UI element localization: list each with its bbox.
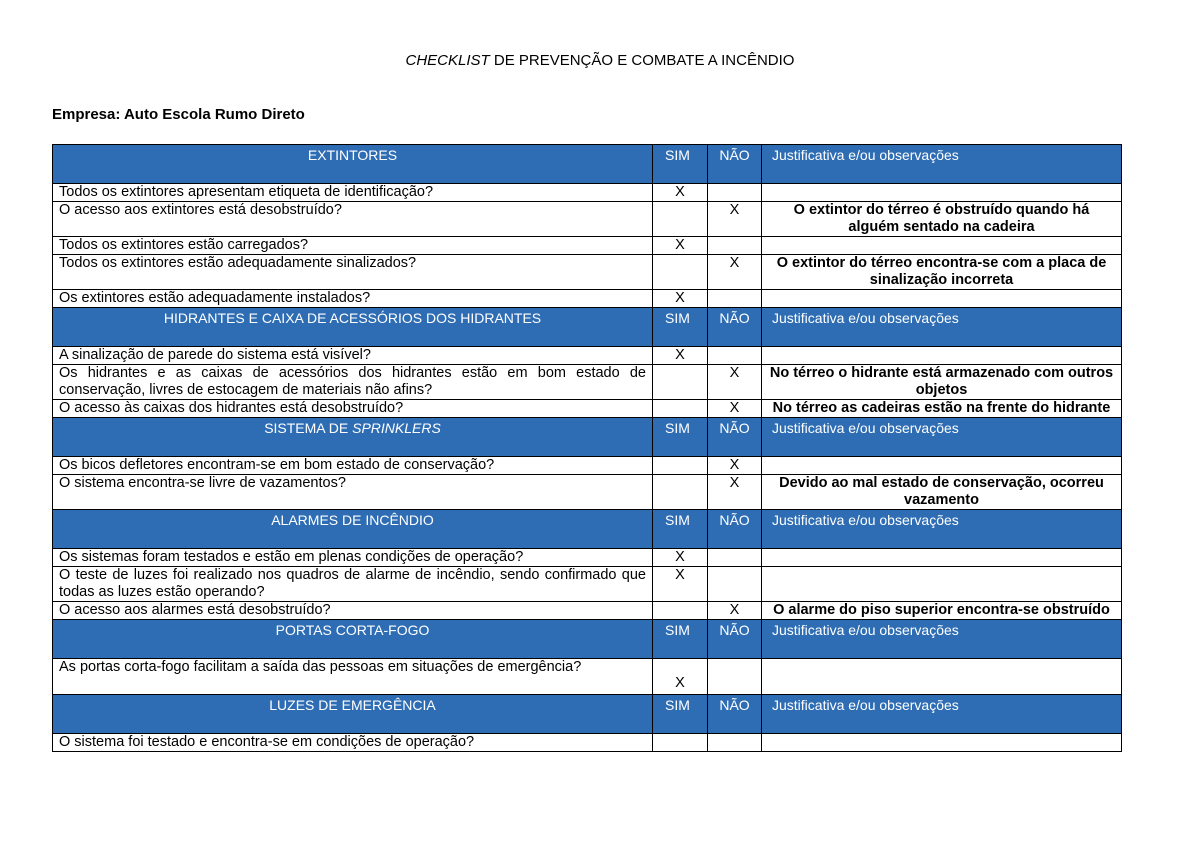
- sim-cell: [653, 734, 708, 752]
- question: O teste de luzes foi realizado nos quadros de alarme de incêndio, sendo confirmado que todas as luzes estão operando?: [53, 567, 653, 602]
- question: O sistema encontra-se livre de vazamentos?: [53, 475, 653, 510]
- checklist-row: [53, 237, 1122, 255]
- sim-cell: [653, 457, 708, 475]
- nao-cell: [708, 290, 762, 308]
- question: O sistema foi testado e encontra-se em condições de operação?: [53, 734, 653, 752]
- observation: [762, 290, 1122, 308]
- column-nao: NÃO: [708, 145, 762, 184]
- sim-cell: X: [653, 290, 708, 308]
- section-title: HIDRANTES E CAIXA DE ACESSÓRIOS DOS HIDRANTES: [53, 308, 653, 347]
- question: Os hidrantes e as caixas de acessórios dos hidrantes estão em bom estado de conservação, livres de estocagem de materiais não afins?: [53, 365, 653, 400]
- observation: No térreo o hidrante está armazenado com outros objetos: [762, 365, 1122, 400]
- column-nao: NÃO: [708, 620, 762, 659]
- checklist-row: [53, 400, 1122, 418]
- column-sim: SIM: [653, 418, 708, 457]
- document-title: [0, 52, 1200, 69]
- column-justificativa: Justificativa e/ou observações: [762, 418, 1122, 457]
- checklist-row: [53, 347, 1122, 365]
- nao-cell: [708, 347, 762, 365]
- observation: [762, 549, 1122, 567]
- checklist-row: [53, 549, 1122, 567]
- observation: O extintor do térreo é obstruído quando há alguém sentado na cadeira: [762, 202, 1122, 237]
- question: O acesso aos extintores está desobstruído?: [53, 202, 653, 237]
- checklist-row: [53, 365, 1122, 400]
- company-name: Empresa: Auto Escola Rumo Direto: [52, 106, 305, 123]
- column-justificativa: Justificativa e/ou observações: [762, 145, 1122, 184]
- column-sim: SIM: [653, 308, 708, 347]
- checklist-row: [53, 184, 1122, 202]
- column-nao: NÃO: [708, 510, 762, 549]
- sim-cell: X: [653, 659, 708, 695]
- sim-cell: [653, 202, 708, 237]
- nao-cell: [708, 184, 762, 202]
- sim-cell: X: [653, 549, 708, 567]
- checklist-row: [53, 659, 1122, 695]
- column-sim: SIM: [653, 510, 708, 549]
- question: Os sistemas foram testados e estão em plenas condições de operação?: [53, 549, 653, 567]
- observation: [762, 184, 1122, 202]
- sim-cell: X: [653, 237, 708, 255]
- section-title: EXTINTORES: [53, 145, 653, 184]
- question: Todos os extintores apresentam etiqueta de identificação?: [53, 184, 653, 202]
- checklist-row: [53, 457, 1122, 475]
- checklist-row: [53, 734, 1122, 752]
- sim-cell: [653, 400, 708, 418]
- nao-cell: X: [708, 202, 762, 237]
- column-sim: SIM: [653, 145, 708, 184]
- column-sim: SIM: [653, 620, 708, 659]
- observation: [762, 347, 1122, 365]
- sim-cell: [653, 255, 708, 290]
- section-title-italic: SPRINKLERS: [352, 420, 441, 436]
- checklist-row: [53, 567, 1122, 602]
- observation: No térreo as cadeiras estão na frente do hidrante: [762, 400, 1122, 418]
- sim-cell: X: [653, 567, 708, 602]
- question: Os bicos defletores encontram-se em bom estado de conservação?: [53, 457, 653, 475]
- section-title-prefix: SISTEMA DE: [264, 420, 353, 436]
- nao-cell: X: [708, 602, 762, 620]
- question: A sinalização de parede do sistema está visível?: [53, 347, 653, 365]
- nao-cell: X: [708, 365, 762, 400]
- observation: [762, 237, 1122, 255]
- section-header-alarmes: [53, 510, 1122, 549]
- column-justificativa: Justificativa e/ou observações: [762, 620, 1122, 659]
- section-header-sprinklers: [53, 418, 1122, 457]
- observation: [762, 457, 1122, 475]
- section-title: ALARMES DE INCÊNDIO: [53, 510, 653, 549]
- observation: [762, 734, 1122, 752]
- checklist-table: [52, 144, 1122, 752]
- column-justificativa: Justificativa e/ou observações: [762, 510, 1122, 549]
- sim-cell: [653, 602, 708, 620]
- observation: Devido ao mal estado de conservação, ocorreu vazamento: [762, 475, 1122, 510]
- title-italic: CHECKLIST: [405, 52, 490, 69]
- sim-cell: X: [653, 347, 708, 365]
- observation: [762, 567, 1122, 602]
- checklist-row: [53, 255, 1122, 290]
- nao-cell: X: [708, 400, 762, 418]
- section-header-luzes: [53, 695, 1122, 734]
- column-nao: NÃO: [708, 418, 762, 457]
- observation: O extintor do térreo encontra-se com a placa de sinalização incorreta: [762, 255, 1122, 290]
- title-rest: DE PREVENÇÃO E COMBATE A INCÊNDIO: [489, 52, 795, 69]
- checklist-row: [53, 475, 1122, 510]
- checklist-row: [53, 202, 1122, 237]
- section-title: PORTAS CORTA-FOGO: [53, 620, 653, 659]
- column-sim: SIM: [653, 695, 708, 734]
- checklist-row: [53, 290, 1122, 308]
- nao-cell: X: [708, 255, 762, 290]
- section-header-portas: [53, 620, 1122, 659]
- column-nao: NÃO: [708, 308, 762, 347]
- sim-cell: [653, 365, 708, 400]
- observation: [762, 659, 1122, 695]
- section-header-hidrantes: [53, 308, 1122, 347]
- nao-cell: [708, 734, 762, 752]
- question: O acesso às caixas dos hidrantes está desobstruído?: [53, 400, 653, 418]
- observation: O alarme do piso superior encontra-se obstruído: [762, 602, 1122, 620]
- nao-cell: [708, 549, 762, 567]
- nao-cell: X: [708, 457, 762, 475]
- sim-cell: [653, 475, 708, 510]
- nao-cell: [708, 567, 762, 602]
- section-title: LUZES DE EMERGÊNCIA: [53, 695, 653, 734]
- question: Os extintores estão adequadamente instalados?: [53, 290, 653, 308]
- column-nao: NÃO: [708, 695, 762, 734]
- question: Todos os extintores estão carregados?: [53, 237, 653, 255]
- nao-cell: [708, 659, 762, 695]
- question: O acesso aos alarmes está desobstruído?: [53, 602, 653, 620]
- section-title: [53, 418, 653, 457]
- column-justificativa: Justificativa e/ou observações: [762, 695, 1122, 734]
- section-header-extintores: [53, 145, 1122, 184]
- question: As portas corta-fogo facilitam a saída das pessoas em situações de emergência?: [53, 659, 653, 695]
- nao-cell: [708, 237, 762, 255]
- checklist-row: [53, 602, 1122, 620]
- sim-cell: X: [653, 184, 708, 202]
- nao-cell: X: [708, 475, 762, 510]
- column-justificativa: Justificativa e/ou observações: [762, 308, 1122, 347]
- question: Todos os extintores estão adequadamente sinalizados?: [53, 255, 653, 290]
